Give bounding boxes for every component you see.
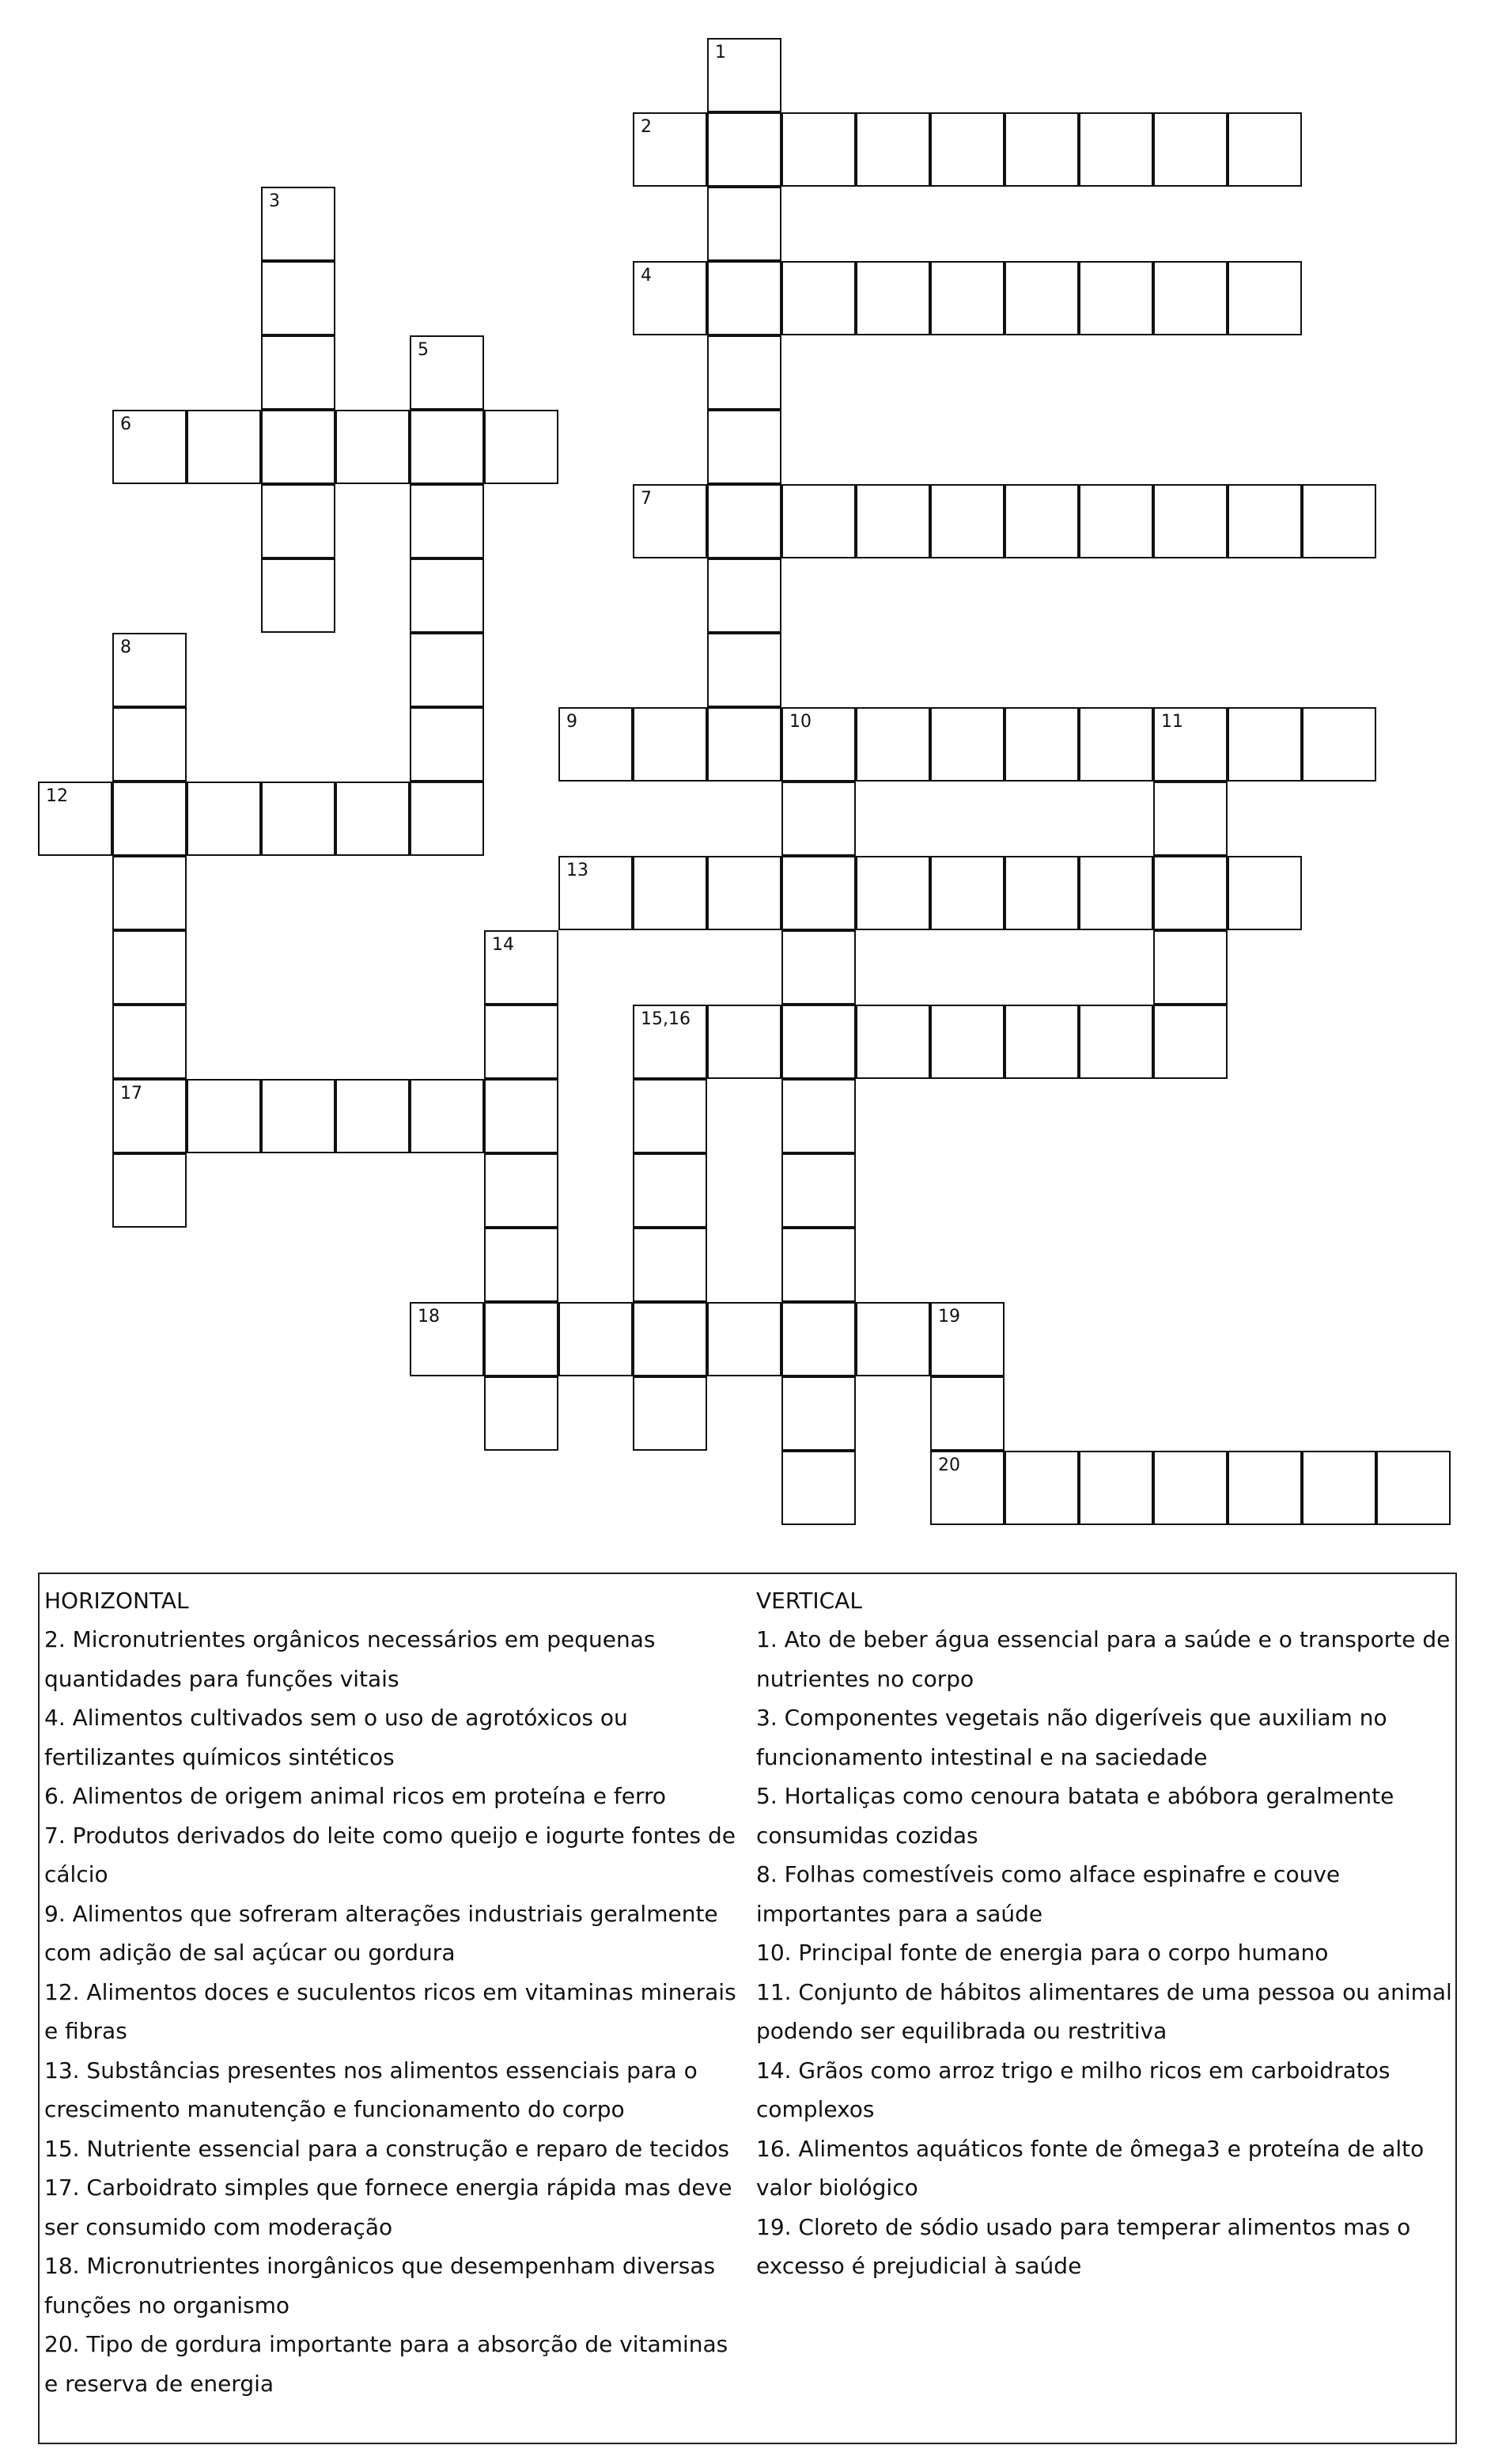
crossword-cell[interactable] [484,1302,558,1376]
crossword-cell[interactable] [781,484,856,558]
clue-horizontal-9: 9. Alimentos que sofreram alterações industriais geralmente com adição de sal açúcar ou gordura [44,1900,718,1966]
crossword-cell[interactable] [261,558,335,633]
clue-horizontal-20: 20. Tipo de gordura importante para a absorção de vitaminas e reserva de energia [44,2331,728,2397]
crossword-cell[interactable] [1376,1451,1451,1525]
crossword-cell[interactable] [410,707,484,782]
crossword-cell[interactable] [856,484,930,558]
vertical-clues-column [756,1582,1452,2286]
clue-number: 19 [938,1307,960,1327]
clue-number: 7 [641,489,652,509]
crossword-cell[interactable] [856,856,930,930]
clue-vertical-11: 11. Conjunto de hábitos alimentares de uma pessoa ou animal podendo ser equilibrada ou restritiva [756,1978,1452,2044]
crossword-cell[interactable] [633,261,707,335]
clue-horizontal-4: 4. Alimentos cultivados sem o uso de agrotóxicos ou fertilizantes químicos sintéticos [44,1705,628,1770]
crossword-cell[interactable] [707,558,781,633]
clue-horizontal-6: 6. Alimentos de origem animal ricos em proteína e ferro [44,1783,667,1809]
crossword-cell[interactable] [1005,707,1079,782]
crossword-cell[interactable] [707,484,781,558]
crossword-cell[interactable] [781,1376,856,1451]
clue-number: 20 [938,1455,960,1475]
crossword-cell[interactable] [1153,707,1228,782]
crossword-cell[interactable] [707,707,781,782]
crossword-cell[interactable] [633,484,707,558]
crossword-cell[interactable] [1228,1451,1302,1525]
crossword-cell[interactable] [1228,112,1302,187]
crossword-cell[interactable] [261,335,335,410]
clue-vertical-1: 1. Ato de beber água essencial para a saúde e o transporte de nutrientes no corpo [756,1626,1451,1692]
crossword-cell[interactable] [707,1302,781,1376]
crossword-cell[interactable] [187,782,261,856]
crossword-cell[interactable] [410,558,484,633]
crossword-cell[interactable] [707,410,781,484]
clue-number: 4 [641,266,652,286]
clue-horizontal-2: 2. Micronutrientes orgânicos necessários em pequenas quantidades para funções vitais [44,1626,656,1692]
crossword-cell[interactable] [484,1005,558,1079]
crossword-cell[interactable] [410,410,484,484]
crossword-cell[interactable] [930,1005,1005,1079]
horizontal-clues-column [44,1582,740,2403]
crossword-cell[interactable] [1153,1005,1228,1079]
crossword-cell[interactable] [633,707,707,782]
clue-horizontal-18: 18. Micronutrientes inorgânicos que desempenham diversas funções no organismo [44,2253,716,2318]
crossword-cell[interactable] [1079,707,1153,782]
crossword-cell[interactable] [781,1228,856,1302]
crossword-cell[interactable] [856,261,930,335]
crossword-cell[interactable] [1228,856,1302,930]
crossword-cell[interactable] [1005,1451,1079,1525]
crossword-cell[interactable] [781,261,856,335]
crossword-cell[interactable] [930,261,1005,335]
clue-vertical-5: 5. Hortaliças como cenoura batata e abóbora geralmente consumidas cozidas [756,1783,1394,1849]
crossword-cell[interactable] [930,1302,1005,1376]
clue-vertical-19: 19. Cloreto de sódio usado para temperar alimentos mas o excesso é prejudicial à saúde [756,2213,1411,2279]
crossword-cell[interactable] [484,1153,558,1228]
crossword-cell[interactable] [187,1079,261,1153]
clue-number: 9 [566,712,577,732]
crossword-cell[interactable] [707,856,781,930]
crossword-cell[interactable] [335,1079,410,1153]
crossword-cell[interactable] [410,335,484,410]
clue-horizontal-17: 17. Carboidrato simples que fornece energia rápida mas deve ser consumido com moderação [44,2174,732,2240]
crossword-cell[interactable] [707,1005,781,1079]
crossword-cell[interactable] [781,1302,856,1376]
crossword-cell[interactable] [1079,856,1153,930]
crossword-cell[interactable] [112,1079,187,1153]
horizontal-clues-heading: HORIZONTAL [44,1588,189,1614]
clue-number: 17 [120,1084,142,1103]
crossword-cell[interactable] [112,930,187,1005]
crossword-cell[interactable] [1005,112,1079,187]
crossword-cell[interactable] [781,856,856,930]
crossword-cell[interactable] [1079,261,1153,335]
clue-number: 13 [566,861,588,880]
crossword-cell[interactable] [633,1376,707,1451]
crossword-cell[interactable] [707,633,781,707]
crossword-cell[interactable] [112,707,187,782]
crossword-cell[interactable] [261,782,335,856]
crossword-cell[interactable] [707,261,781,335]
clue-horizontal-15: 15. Nutriente essencial para a construção e reparo de tecidos [44,2135,729,2162]
vertical-clues-heading: VERTICAL [756,1588,862,1614]
crossword-cell[interactable] [633,1005,707,1079]
clues-box [38,1573,1457,2444]
crossword-cell[interactable] [261,410,335,484]
clue-number: 10 [789,712,812,732]
crossword-cell[interactable] [781,112,856,187]
crossword-cell[interactable] [187,410,261,484]
crossword-cell[interactable] [633,112,707,187]
clue-number: 15,16 [641,1009,691,1029]
crossword-cell[interactable] [410,782,484,856]
crossword-cell[interactable] [261,484,335,558]
crossword-cell[interactable] [930,1376,1005,1451]
crossword-cell[interactable] [856,707,930,782]
clue-vertical-14: 14. Grãos como arroz trigo e milho ricos em carboidratos complexos [756,2057,1391,2122]
crossword-cell[interactable] [112,856,187,930]
clue-number: 5 [418,340,429,360]
clue-horizontal-13: 13. Substâncias presentes nos alimentos essenciais para o crescimento manutenção e funcionamento do corpo [44,2057,698,2122]
crossword-cell[interactable] [633,1153,707,1228]
crossword-cell[interactable] [1228,707,1302,782]
crossword-cell[interactable] [1302,1451,1376,1525]
crossword-cell[interactable] [856,112,930,187]
clue-number: 2 [641,117,652,137]
crossword-cell[interactable] [930,856,1005,930]
crossword-cell[interactable] [484,930,558,1005]
crossword-cell[interactable] [1153,112,1228,187]
crossword-cell[interactable] [633,1079,707,1153]
crossword-cell[interactable] [1228,261,1302,335]
crossword-cell[interactable] [707,38,781,112]
crossword-cell[interactable] [484,410,558,484]
crossword-cell[interactable] [1005,261,1079,335]
crossword-cell[interactable] [930,707,1005,782]
crossword-cell[interactable] [1079,1005,1153,1079]
clue-number: 3 [269,191,280,211]
crossword-cell[interactable] [1153,930,1228,1005]
crossword-cell[interactable] [112,1005,187,1079]
crossword-cell[interactable] [1005,484,1079,558]
crossword-cell[interactable] [484,1079,558,1153]
crossword-cell[interactable] [1005,856,1079,930]
clue-number: 6 [120,414,131,434]
crossword-cell[interactable] [484,1228,558,1302]
crossword-cell[interactable] [930,112,1005,187]
crossword-cell[interactable] [856,1302,930,1376]
clue-number: 12 [46,786,68,806]
crossword-cell[interactable] [1228,484,1302,558]
crossword-cell[interactable] [856,1005,930,1079]
crossword-cell[interactable] [410,633,484,707]
crossword-cell[interactable] [410,1302,484,1376]
crossword-cell[interactable] [112,782,187,856]
clue-horizontal-12: 12. Alimentos doces e suculentos ricos em vitaminas minerais e fibras [44,1978,736,2044]
crossword-cell[interactable] [335,410,410,484]
crossword-cell[interactable] [1302,484,1376,558]
clue-vertical-16: 16. Alimentos aquáticos fonte de ômega3 e proteína de alto valor biológico [756,2135,1425,2201]
crossword-cell[interactable] [558,707,633,782]
crossword-cell[interactable] [1079,484,1153,558]
crossword-cell[interactable] [261,261,335,335]
clue-vertical-8: 8. Folhas comestíveis como alface espinafre e couve importantes para a saúde [756,1861,1341,1927]
crossword-cell[interactable] [781,707,856,782]
crossword-cell[interactable] [781,930,856,1005]
crossword-cell[interactable] [930,1451,1005,1525]
crossword-cell[interactable] [484,1376,558,1451]
clue-vertical-3: 3. Componentes vegetais não digeríveis que auxiliam no funcionamento intestinal e na saciedade [756,1705,1387,1770]
clue-number: 8 [120,638,131,657]
crossword-cell[interactable] [1302,707,1376,782]
crossword-cell[interactable] [707,335,781,410]
crossword-cell[interactable] [410,1079,484,1153]
crossword-cell[interactable] [781,782,856,856]
crossword-cell[interactable] [633,1228,707,1302]
clue-number: 14 [492,935,514,955]
crossword-cell[interactable] [1153,782,1228,856]
crossword-cell[interactable] [261,187,335,261]
crossword-cell[interactable] [781,1005,856,1079]
crossword-cell[interactable] [1005,1005,1079,1079]
crossword-cell[interactable] [633,856,707,930]
crossword-cell[interactable] [707,187,781,261]
crossword-cell[interactable] [558,1302,633,1376]
crossword-cell[interactable] [1153,1451,1228,1525]
crossword-cell[interactable] [261,1079,335,1153]
crossword-cell[interactable] [1153,261,1228,335]
crossword-cell[interactable] [633,1302,707,1376]
crossword-cell[interactable] [335,782,410,856]
crossword-cell[interactable] [112,410,187,484]
crossword-cell[interactable] [781,1079,856,1153]
clue-number: 11 [1161,712,1183,732]
clue-vertical-10: 10. Principal fonte de energia para o corpo humano [756,1940,1329,1966]
crossword-cell[interactable] [1079,112,1153,187]
crossword-cell[interactable] [1153,484,1228,558]
crossword-cell[interactable] [1153,856,1228,930]
crossword-cell[interactable] [781,1153,856,1228]
crossword-cell[interactable] [38,782,112,856]
crossword-cell[interactable] [558,856,633,930]
clue-number: 1 [715,43,726,62]
clue-horizontal-7: 7. Produtos derivados do leite como queijo e iogurte fontes de cálcio [44,1822,736,1887]
crossword-cell[interactable] [707,112,781,187]
crossword-cell[interactable] [112,1153,187,1228]
clue-number: 18 [418,1307,440,1327]
crossword-cell[interactable] [930,484,1005,558]
crossword-cell[interactable] [410,484,484,558]
crossword-cell[interactable] [1079,1451,1153,1525]
crossword-cell[interactable] [781,1451,856,1525]
crossword-cell[interactable] [112,633,187,707]
